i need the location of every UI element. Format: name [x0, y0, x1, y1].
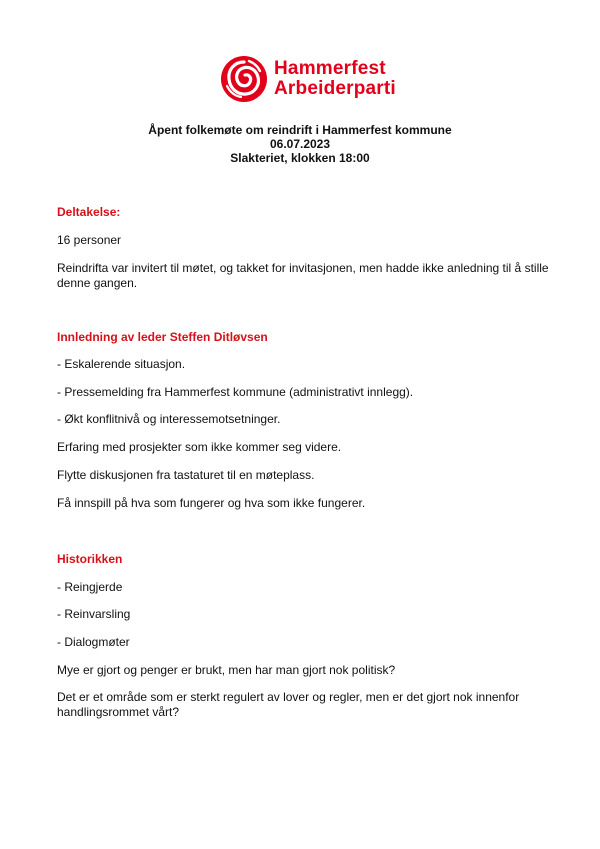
- paragraph: Få innspill på hva som fungerer og hva som ikke fungerer.: [57, 496, 366, 510]
- heading-history: Historikken: [57, 552, 123, 566]
- list-item: - Økt konflitnivå og interessemotsetninger.: [57, 412, 281, 426]
- meeting-date: 06.07.2023: [269, 137, 331, 151]
- paragraph: Erfaring med prosjekter som ikke kommer seg videre.: [57, 440, 342, 454]
- logo-text: [274, 59, 396, 99]
- paragraph: Mye er gjort og penger er brukt, men har man gjort nok politisk?: [57, 663, 396, 677]
- heading-participation: Deltakelse:: [57, 205, 121, 219]
- meeting-location: Slakteriet, klokken 18:00: [230, 151, 370, 165]
- list-item: - Reingjerde: [57, 580, 123, 594]
- list-item: - Eskalerende situasjon.: [57, 357, 186, 371]
- list-item: - Pressemelding fra Hammerfest kommune (administrativt innlegg).: [57, 385, 414, 399]
- rose-icon: [219, 54, 269, 104]
- paragraph: 16 personer: [57, 233, 122, 247]
- logo-line-1: Hammerfest: [274, 58, 386, 79]
- list-item: - Dialogmøter: [57, 635, 130, 649]
- paragraph: Flytte diskusjonen fra tastaturet til en møteplass.: [57, 468, 315, 482]
- paragraph: Det er et område som er sterkt regulert av lover og regler, men er det gjort nok innenfor handlingsrommet vårt?: [57, 690, 520, 719]
- heading-introduction: Innledning av leder Steffen Ditløvsen: [57, 330, 268, 344]
- party-logo: [219, 54, 396, 104]
- paragraph: Reindrifta var invitert til møtet, og takket for invitasjonen, men hadde ikke anledning til å stille denne gangen.: [57, 261, 549, 290]
- list-item: - Reinvarsling: [57, 607, 131, 621]
- meeting-title: Åpent folkemøte om reindrift i Hammerfest kommune: [148, 123, 452, 137]
- logo-line-2: Arbeiderparti: [274, 78, 396, 99]
- document-header: [0, 123, 600, 165]
